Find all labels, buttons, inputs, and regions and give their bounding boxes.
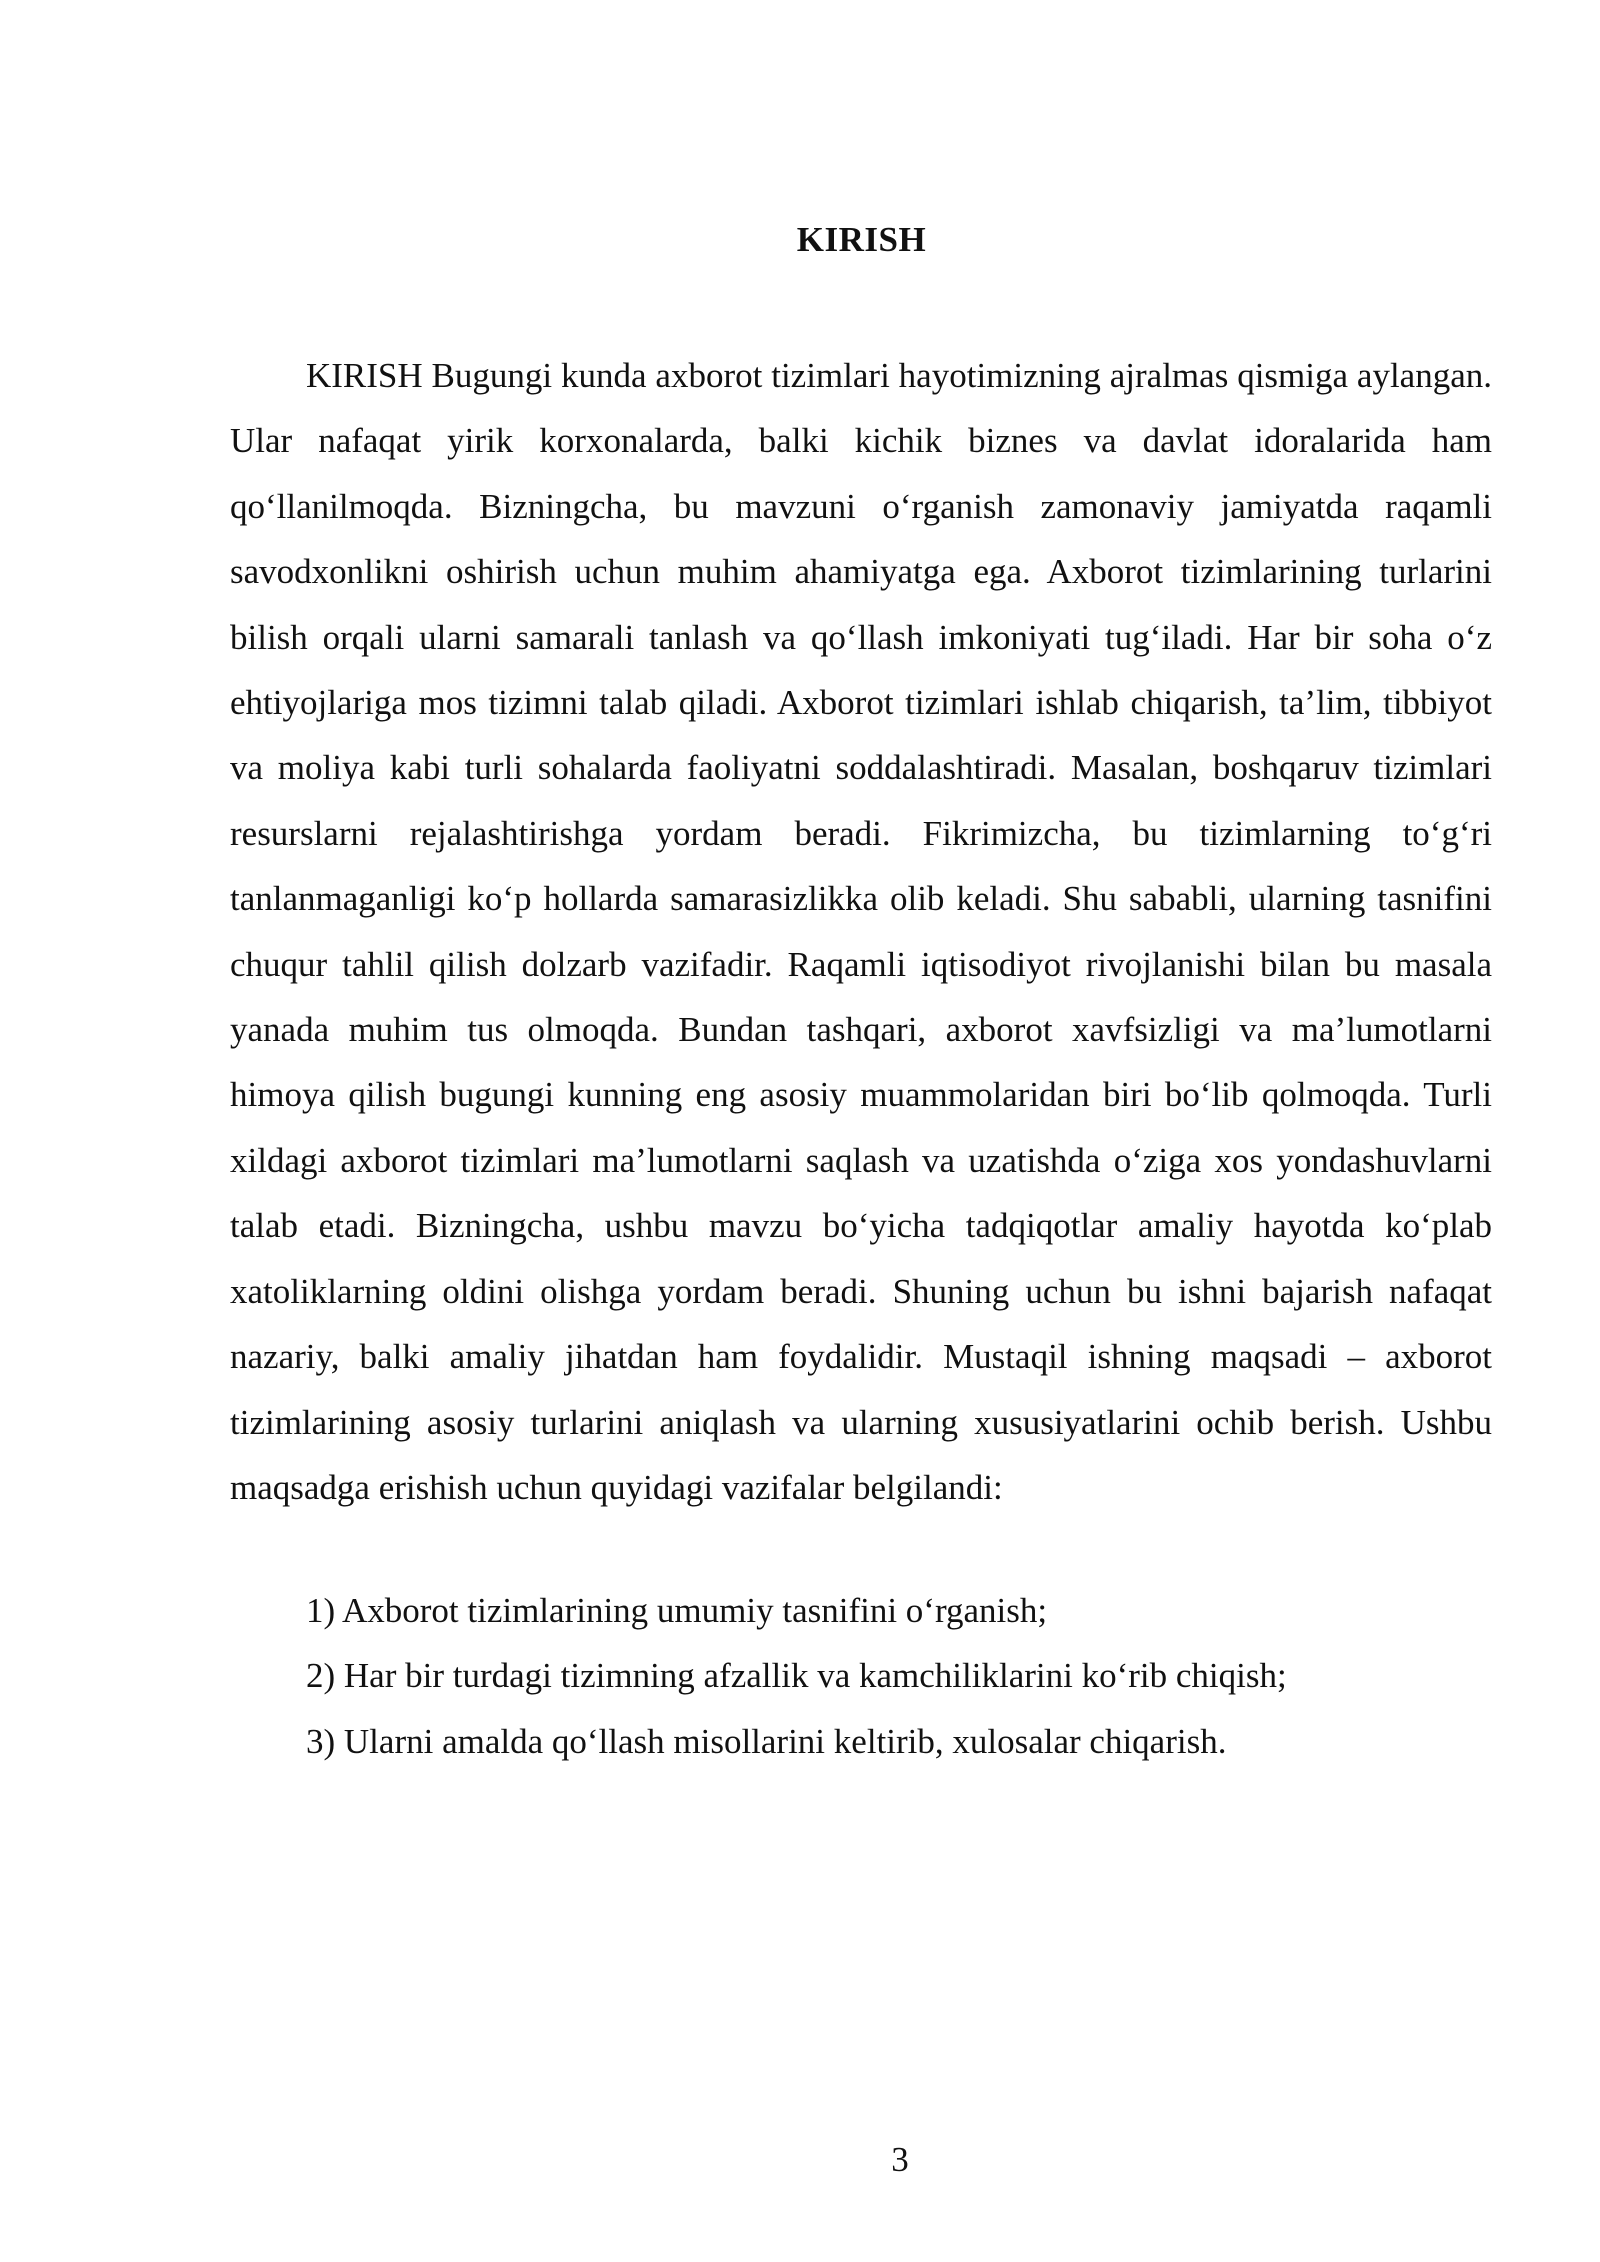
page-number: 3 — [891, 2140, 909, 2179]
page-title: KIRISH — [796, 220, 927, 259]
intro-paragraph: KIRISH Bugungi kunda axborot tizimlari hayotimizning ajralmas qismiga aylangan. Ular nafaqat yirik korxonalarda, balki kichik biznes va davlat idoralarida ham qo‘llanilmoqda. Bizningcha, bu mavzuni o‘rganish zamonaviy jamiyatda raqamli savodxonlikni oshirish uchun muhim ahamiyatga ega. Axborot tizimlarining turlarini bilish orqali ularni samarali tanlash va qo‘llash imkoniyati tug‘iladi. Har bir soha o‘z ehtiyojlariga mos tizimni talab qiladi. Axborot tizimlari ishlab chiqarish, ta’lim, tibbiyot va moliya kabi turli sohalarda faoliyatni soddalashtiradi. Masalan, boshqaruv tizimlari resurslarni rejalashtirishga yordam beradi. Fikrimizcha, bu tizimlarning to‘g‘ri tanlanmaganligi ko‘p hollarda samarasizlikka olib keladi. Shu sababli, ularning tasnifini chuqur tahlil qilish dolzarb vazifadir. Raqamli iqtisodiyot rivojlanishi bilan bu masala yanada muhim tus olmoqda. Bundan tashqari, axborot xavfsizligi va ma’lumotlarni himoya qilish bugungi kunning eng asosiy muammolaridan biri bo‘lib qolmoqda. Turli xildagi axborot tizimlari ma’lumotlarni saqlash va uzatishda o‘ziga xos yondashuvlarni talab etadi. Bizningcha, ushbu mavzu bo‘yicha tadqiqotlar amaliy hayotda ko‘plab xatoliklarning oldini olishga yordam beradi. Shuning uchun bu ishni bajarish nafaqat nazariy, balki amaliy jihatdan ham foydalidir. Mustaqil ishning maqsadi – axborot tizimlarining asosiy turlarini aniqlash va ularning xususiyatlarini ochib berish. Ushbu maqsadga erishish uchun quyidagi vazifalar belgilandi: — [230, 356, 1492, 1507]
task-list — [306, 1578, 1492, 1774]
list-item: 2) Har bir turdagi tizimning afzallik va kamchiliklarini ko‘rib chiqish; — [306, 1656, 1287, 1696]
list-item: 1) Axborot tizimlarining umumiy tasnifini o‘rganish; — [306, 1591, 1048, 1630]
list-item: 3) Ularni amalda qo‘llash misollarini keltirib, xulosalar chiqarish. — [306, 1721, 1227, 1761]
